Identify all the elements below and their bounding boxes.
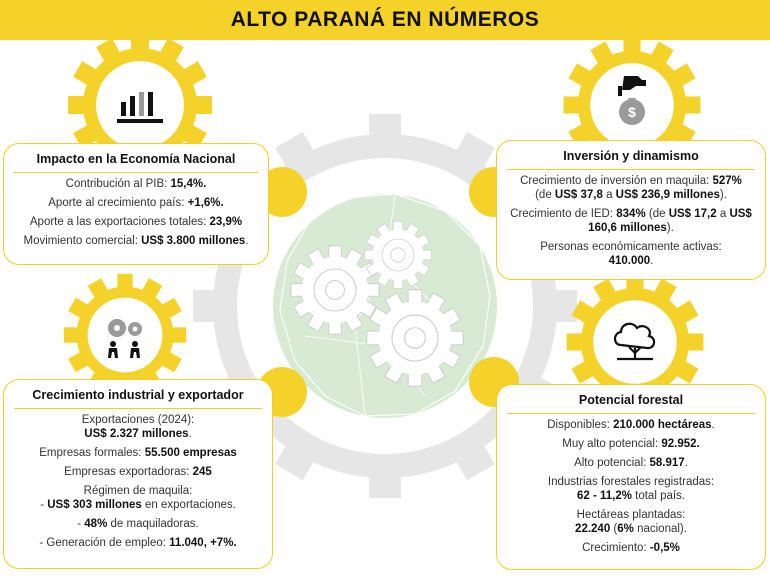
stat-line: Disponibles: 210.000 hectáreas. (547, 419, 715, 431)
stat-line: Industrias forestales registradas: 62 - 11,2% total país. (547, 476, 715, 502)
stat-line: Aporte al crecimiento país: +1,6%. (48, 197, 224, 209)
stat-line: Aporte a las exportaciones totales: 23,9% (29, 216, 243, 228)
stat-line: Hectáreas plantadas: 22.240 (6% nacional). (575, 509, 687, 535)
card-heading: Impacto en la Economía Nacional (14, 144, 258, 173)
card-heading: Crecimiento industrial y exportador (14, 380, 262, 409)
stat-line: Régimen de maquila: - US$ 303 millones en exportaciones. (40, 485, 236, 511)
card-heading: Inversión y dinamismo (507, 141, 755, 170)
stat-line: Contribución al PIB: 15,4%. (65, 178, 207, 190)
card-inversion (496, 140, 766, 280)
stat-line: Crecimiento de IED: 834% (de US$ 17,2 a US$ 160,6 millones). (510, 208, 752, 234)
stat-line: Alto potencial: 58.917. (574, 457, 688, 469)
stat-line: - Generación de empleo: 11.040, +7%. (39, 537, 237, 549)
stat-line: Empresas formales: 55.500 empresas (39, 447, 237, 459)
stat-line: Empresas exportadoras: 245 (64, 466, 212, 478)
card-economia (3, 143, 269, 265)
stat-line: Muy alto potencial: 92.952. (562, 438, 700, 450)
stat-line: Movimiento comercial: US$ 3.800 millones. (23, 235, 249, 247)
stat-line: Crecimiento de inversión en maquila: 527% (de US$ 37,8 a US$ 236,9 millones). (520, 175, 742, 201)
stat-line: Personas económicamente activas: 410.000. (540, 241, 722, 267)
stat-line: Crecimiento: -0,5% (582, 542, 680, 554)
stat-line: Exportaciones (2024): US$ 2.327 millones. (81, 414, 195, 440)
card-heading: Potencial forestal (507, 385, 755, 414)
svg-text:$: $ (628, 104, 636, 120)
card-industrial (3, 379, 273, 569)
page-title: ALTO PARANÁ EN NÚMEROS (230, 8, 540, 31)
card-forestal (496, 384, 766, 570)
stat-line: - 48% de maquiladoras. (77, 518, 199, 530)
